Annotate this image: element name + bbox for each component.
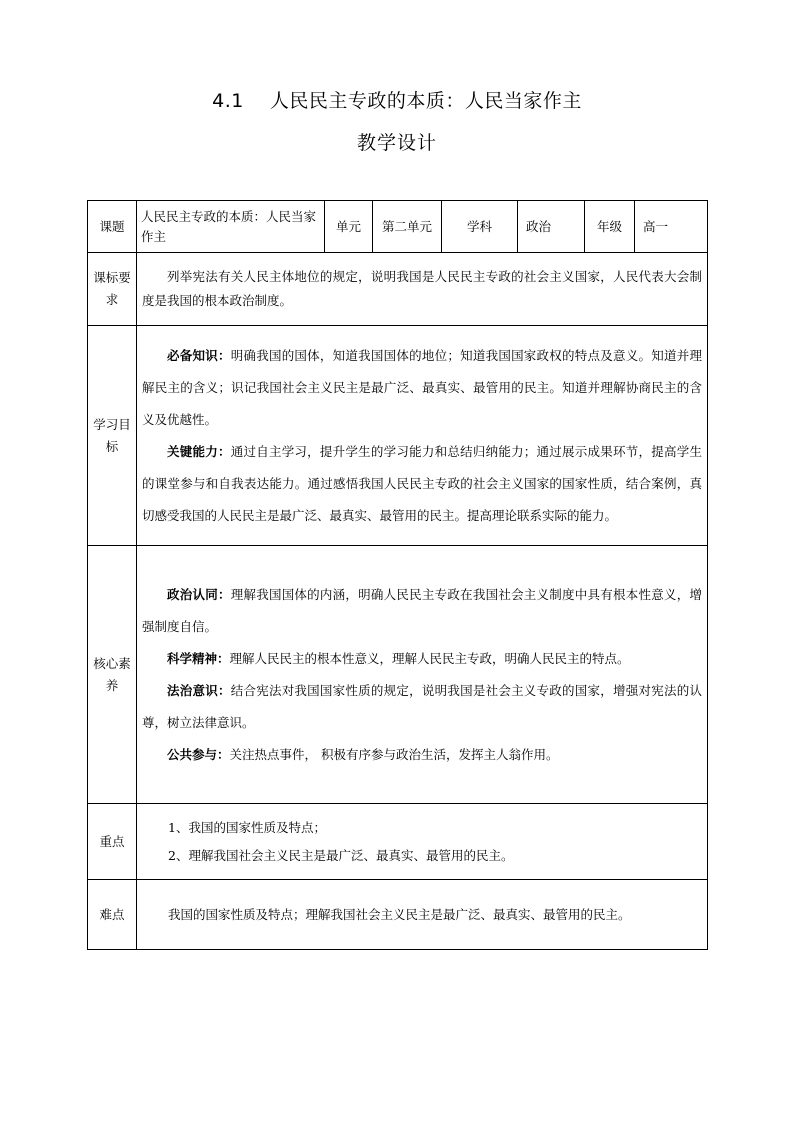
difficulties-text: 我国的国家性质及特点；理解我国社会主义民主是最广泛、最真实、最管用的民主。 xyxy=(168,906,631,922)
objectives-cell xyxy=(137,326,708,546)
curriculum-cell xyxy=(137,253,708,326)
unit-label: 单元 xyxy=(325,201,373,253)
title-number: 4.1 xyxy=(212,90,244,112)
curriculum-label: 课标要求 xyxy=(88,253,137,326)
literacy-cell xyxy=(137,546,708,804)
literacy-heading: 科学精神： xyxy=(167,650,230,666)
key-points-row xyxy=(88,804,708,880)
objectives-label: 学习目标 xyxy=(88,326,137,546)
objective-item xyxy=(142,436,702,532)
grade-value: 高一 xyxy=(635,201,708,253)
literacy-text: 结合宪法对我国国家性质的规定，说明我国是社会主义专政的国家，增强对宪法的认尊，树立法律意识。 xyxy=(142,682,702,730)
literacy-item xyxy=(142,579,702,643)
literacy-text: 理解人民民主的根本性意义，理解人民民主专政，明确人民民主的特点。 xyxy=(229,650,630,666)
objective-text: 明确我国的国体，知道我国国体的地位；知道我国国家政权的特点及意义。知道并理解民主的含义；识记我国社会主义民主是最广泛、最真实、最管用的民主。知道并理解协商民主的含义及优越性。 xyxy=(142,347,702,427)
grade-label: 年级 xyxy=(585,201,635,253)
literacy-label: 核心素养 xyxy=(88,546,137,804)
literacy-heading: 法治意识： xyxy=(167,682,231,698)
literacy-heading: 公共参与： xyxy=(167,746,230,762)
unit-value: 第二单元 xyxy=(373,201,442,253)
key-point-item: 2、理解我国社会主义民主是最广泛、最真实、最管用的民主。 xyxy=(168,847,514,863)
literacy-item xyxy=(142,739,702,771)
key-point-item: 1、我国的国家性质及特点； xyxy=(168,819,326,835)
title-main-text: 人民民主专政的本质：人民当家作主 xyxy=(269,90,582,112)
objective-text: 通过自主学习，提升学生的学习能力和总结归纳能力；通过展示成果环节，提高学生的课堂参与和自我表达能力。通过感悟我国人民民主专政的社会主义国家的国家性质，结合案例，真切感受我国的人民民主是最广泛、最真实、最管用的民主。提高理论联系实际的能力。 xyxy=(142,443,702,523)
objectives-row xyxy=(88,326,708,546)
literacy-item xyxy=(142,643,702,675)
document-title xyxy=(0,86,794,113)
document-subtitle: 教学设计 xyxy=(356,132,437,154)
literacy-item xyxy=(142,675,702,739)
difficulties-label: 难点 xyxy=(88,880,137,950)
teaching-design-table xyxy=(87,200,708,950)
literacy-row xyxy=(88,546,708,804)
info-row xyxy=(88,201,708,253)
objective-item xyxy=(142,340,702,436)
curriculum-text: 列举宪法有关人民主体地位的规定，说明我国是人民民主专政的社会主义国家，人民代表大会制度是我国的根本政治制度。 xyxy=(142,269,702,308)
literacy-text: 理解我国国体的内涵，明确人民民主专政在我国社会主义制度中具有根本性意义，增强制度自信。 xyxy=(142,586,702,634)
objective-heading: 必备知识： xyxy=(167,347,231,363)
difficulties-cell xyxy=(137,880,708,950)
literacy-text: 关注热点事件， 积极有序参与政治生活，发挥主人翁作用。 xyxy=(229,746,559,762)
subject-value: 政治 xyxy=(518,201,585,253)
key-points-cell xyxy=(137,804,708,880)
subject-label: 学科 xyxy=(442,201,518,253)
difficulties-row xyxy=(88,880,708,950)
lesson-value: 人民民主专政的本质：人民当家作主 xyxy=(137,201,325,253)
curriculum-row xyxy=(88,253,708,326)
literacy-heading: 政治认同： xyxy=(167,586,231,602)
objective-heading: 关键能力： xyxy=(167,443,231,459)
key-points-label: 重点 xyxy=(88,804,137,880)
lesson-label: 课题 xyxy=(88,201,137,253)
